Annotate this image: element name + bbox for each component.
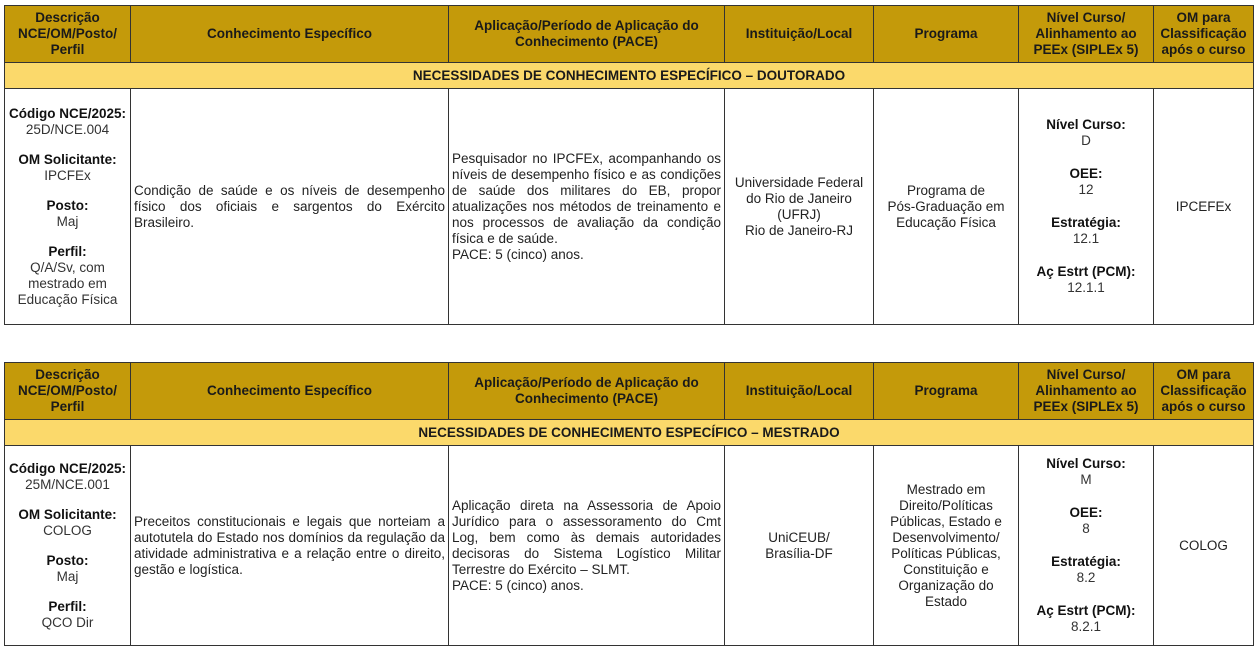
descricao-cell	[5, 446, 131, 646]
om-solicitante-label: OM Solicitante:	[18, 151, 117, 167]
oee-value: 8	[1082, 521, 1090, 536]
header-om: OM para Classificação após o curso	[1154, 363, 1254, 420]
acao-label: Aç Estrt (PCM):	[1036, 264, 1136, 279]
codigo-label: Código NCE/2025:	[8, 105, 127, 121]
om-solicitante-label: OM Solicitante:	[18, 506, 117, 522]
table-row	[5, 446, 1254, 646]
header-programa: Programa	[874, 363, 1019, 420]
instituicao-cell	[725, 446, 874, 646]
header-descricao: Descrição NCE/OM/Posto/ Perfil	[5, 363, 131, 420]
posto-label: Posto:	[46, 197, 89, 213]
oee-label: OEE:	[1069, 166, 1103, 181]
om-classificacao-cell: IPCEFEx	[1154, 89, 1254, 325]
nivel-label: Nível Curso:	[1046, 117, 1126, 132]
header-om: OM para Classificação após o curso	[1154, 6, 1254, 63]
pace-text: PACE: 5 (cinco) anos.	[452, 246, 584, 262]
instituicao-text: Universidade Federal do Rio de Janeiro (UFRJ) Rio de Janeiro-RJ	[734, 174, 864, 238]
aplicacao-text: Pesquisador no IPCFEx, acompanhando os níveis de desempenho físico e as condições de saúde dos militares do EB, propor atualizações nos métodos de treinamento e nos processos de avaliação da condição física e de saúde.	[452, 150, 721, 246]
header-aplicacao: Aplicação/Período de Aplicação do Conhecimento (PACE)	[449, 363, 725, 420]
perfil-label: Perfil:	[48, 598, 87, 614]
perfil-label: Perfil:	[48, 243, 87, 259]
nivel-cell	[1019, 446, 1154, 646]
section-band-doutorado: NECESSIDADES DE CONHECIMENTO ESPECÍFICO – DOUTORADO	[5, 63, 1254, 89]
codigo-value: 25D/NCE.004	[25, 121, 110, 137]
descricao-cell	[5, 89, 131, 325]
header-row	[5, 363, 1254, 420]
acao-value: 12.1.1	[1067, 280, 1105, 295]
header-programa: Programa	[874, 6, 1019, 63]
nce-table-doutorado	[4, 5, 1254, 325]
perfil-value: QCO Dir	[41, 614, 94, 630]
programa-cell	[874, 89, 1019, 325]
header-conhecimento: Conhecimento Específico	[131, 6, 449, 63]
estrategia-value: 12.1	[1072, 231, 1100, 246]
codigo-label: Código NCE/2025:	[8, 460, 127, 476]
oee-value: 12	[1078, 182, 1094, 197]
aplicacao-cell	[449, 446, 725, 646]
perfil-value: Q/A/Sv, com mestrado em Educação Física	[17, 259, 118, 307]
programa-text: Mestrado em Direito/Políticas Públicas, Estado e Desenvolvimento/ Políticas Públicas, Constituição e Organização do Estado	[890, 481, 1002, 609]
om-solicitante-value: IPCFEx	[44, 167, 91, 183]
nce-table-mestrado	[4, 362, 1254, 646]
posto-value: Maj	[56, 213, 79, 229]
table-row	[5, 89, 1254, 325]
om-classificacao-cell: COLOG	[1154, 446, 1254, 646]
header-aplicacao: Aplicação/Período de Aplicação do Conhecimento (PACE)	[449, 6, 725, 63]
header-nivel: Nível Curso/ Alinhamento ao PEEx (SIPLEx 5)	[1019, 6, 1154, 63]
posto-label: Posto:	[46, 552, 89, 568]
nivel-cell	[1019, 89, 1154, 325]
oee-label: OEE:	[1069, 505, 1103, 520]
section-band-mestrado: NECESSIDADES DE CONHECIMENTO ESPECÍFICO – MESTRADO	[5, 420, 1254, 446]
acao-label: Aç Estrt (PCM):	[1036, 603, 1136, 618]
estrategia-label: Estratégia:	[1051, 215, 1121, 230]
header-row	[5, 6, 1254, 63]
om-solicitante-value: COLOG	[43, 522, 92, 538]
codigo-value: 25M/NCE.001	[25, 476, 110, 492]
programa-cell	[874, 446, 1019, 646]
estrategia-label: Estratégia:	[1051, 554, 1121, 569]
header-descricao: Descrição NCE/OM/Posto/ Perfil	[5, 6, 131, 63]
header-instituicao: Instituição/Local	[725, 363, 874, 420]
posto-value: Maj	[56, 568, 79, 584]
estrategia-value: 8.2	[1076, 570, 1096, 585]
nivel-value: M	[1080, 472, 1092, 487]
pace-text: PACE: 5 (cinco) anos.	[452, 577, 584, 593]
instituicao-text: UniCEUB/ Brasília-DF	[765, 529, 833, 561]
aplicacao-text: Aplicação direta na Assessoria de Apoio Jurídico para o assessoramento do Cmt Log, bem como às demais autoridades decisoras do Sistema Logístico Militar Terrestre do Exército – SLMT.	[452, 497, 721, 577]
nivel-value: D	[1081, 133, 1091, 148]
conhecimento-cell: Condição de saúde e os níveis de desempenho físico dos oficiais e sargentos do Exército Brasileiro.	[131, 89, 449, 325]
programa-text: Programa de Pós-Graduação em Educação Física	[887, 182, 1005, 230]
aplicacao-cell	[449, 89, 725, 325]
header-conhecimento: Conhecimento Específico	[131, 363, 449, 420]
header-nivel: Nível Curso/ Alinhamento ao PEEx (SIPLEx 5)	[1019, 363, 1154, 420]
nivel-label: Nível Curso:	[1046, 456, 1126, 471]
instituicao-cell	[725, 89, 874, 325]
acao-value: 8.2.1	[1070, 619, 1102, 634]
conhecimento-cell: Preceitos constitucionais e legais que norteiam a autotutela do Estado nos domínios da regulação da atividade administrativa e a relação entre o direito, gestão e logística.	[131, 446, 449, 646]
header-instituicao: Instituição/Local	[725, 6, 874, 63]
